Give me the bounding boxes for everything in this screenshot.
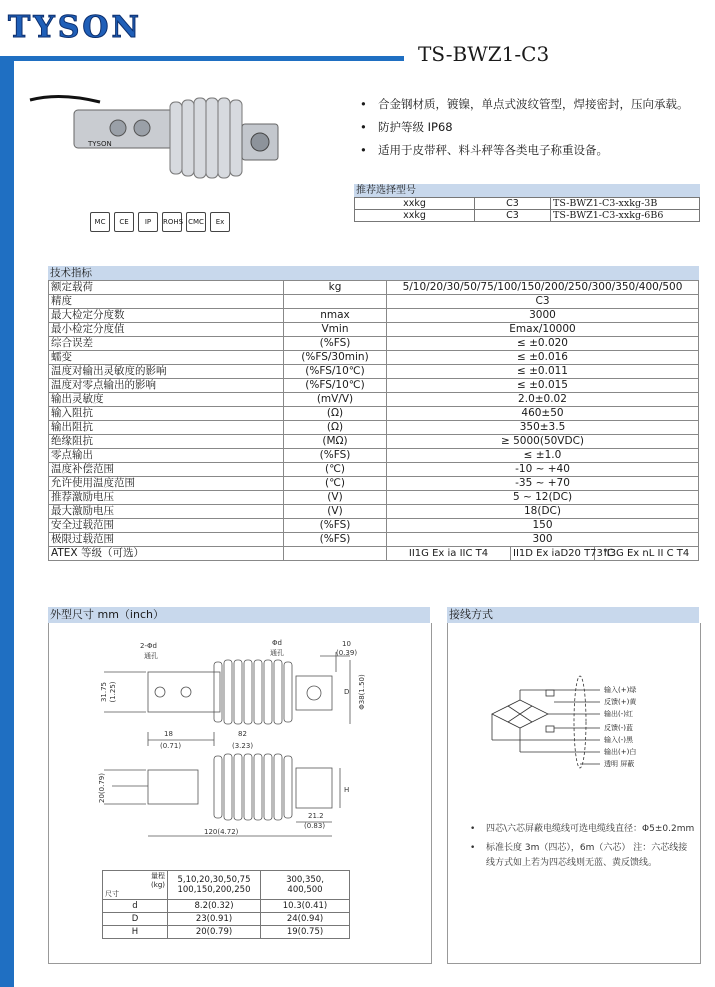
dim-col2b: 400,500 xyxy=(287,885,323,895)
spec-value: ≥ 5000(50VDC) xyxy=(387,435,699,449)
spec-value: 3000 xyxy=(387,309,699,323)
dim-col2: 300,350, xyxy=(286,875,324,885)
wiring-notes xyxy=(470,822,695,875)
spec-unit: (%FS) xyxy=(284,519,387,533)
spec-value: 18(DC) xyxy=(387,505,699,519)
ip-cert-icon: IP xyxy=(138,212,158,232)
atex-value: II3G Ex nL II C T4 xyxy=(595,547,699,561)
spec-value: ≤ ±0.015 xyxy=(387,379,699,393)
spec-value: -10 ~ +40 xyxy=(387,463,699,477)
spec-value: 150 xyxy=(387,519,699,533)
table-cell: H xyxy=(103,926,168,939)
spec-unit: kg xyxy=(284,281,387,295)
spec-value: 2.0±0.02 xyxy=(387,393,699,407)
spec-unit: (%FS) xyxy=(284,337,387,351)
table-cell: 19(0.75) xyxy=(261,926,350,939)
feature-item: • 防护等级 IP68 xyxy=(360,119,689,135)
spec-param: 输入阻抗 xyxy=(49,407,284,421)
note-item: • 标准长度 3m（四芯），6m（六芯） 注：六芯线接线方式如上若为四芯线则无蓝、黄反馈线。 xyxy=(470,841,695,871)
spec-param: 综合误差 xyxy=(49,337,284,351)
dim-31-inch: (1.25) xyxy=(109,681,117,703)
spec-unit: (%FS/10℃) xyxy=(284,379,387,393)
wire-label: 输出(-)红 xyxy=(604,710,633,718)
note-item: • 四芯\六芯屏蔽电缆线可选电缆线直径：Φ5±0.2mm xyxy=(470,822,695,837)
table-row xyxy=(49,435,699,449)
wiring-panel xyxy=(447,623,701,964)
spec-value: 300 xyxy=(387,533,699,547)
table-cell: TS-BWZ1-C3-xxkg-6B6 xyxy=(551,210,700,222)
atex-empty xyxy=(284,547,387,561)
spec-unit: (%FS) xyxy=(284,533,387,547)
dim-82: 82 xyxy=(238,730,247,738)
table-row xyxy=(355,198,700,210)
spec-unit: (%FS/10℃) xyxy=(284,365,387,379)
dim-38: Φ38(1.50) xyxy=(358,674,366,710)
recommended-models xyxy=(354,184,700,222)
spec-value: 350±3.5 xyxy=(387,421,699,435)
spec-unit: (MΩ) xyxy=(284,435,387,449)
wire-label: 反馈(-)蓝 xyxy=(604,724,633,732)
spec-unit: (℃) xyxy=(284,477,387,491)
table-row xyxy=(49,407,699,421)
dim-120: 120(4.72) xyxy=(204,828,239,836)
product-photo xyxy=(30,80,290,200)
spec-value: C3 xyxy=(387,295,699,309)
recommended-table xyxy=(354,197,700,222)
brand-logo: TYSON xyxy=(8,10,142,45)
table-cell: 8.2(0.32) xyxy=(168,900,261,913)
atex-value: II1G Ex ia IIC T4 xyxy=(387,547,511,561)
spec-unit: Vmin xyxy=(284,323,387,337)
table-header xyxy=(261,871,350,900)
dim-hole2-sub: 通孔 xyxy=(270,649,284,657)
model-title: TS-BWZ1-C3 xyxy=(418,42,550,66)
dimensions-title: 外型尺寸 mm（inch） xyxy=(48,607,430,623)
recommended-title: 推荐选择型号 xyxy=(354,184,700,197)
wire-label: 透明 屏蔽 xyxy=(604,760,635,768)
table-row xyxy=(49,281,699,295)
table-cell: TS-BWZ1-C3-xxkg-3B xyxy=(551,198,700,210)
table-cell: D xyxy=(103,913,168,926)
dim-D: D xyxy=(344,688,350,696)
wire-label: 输出(+)白 xyxy=(604,748,637,756)
table-row xyxy=(49,533,699,547)
cmc-cert-icon: CMC xyxy=(186,212,206,232)
table-header xyxy=(168,871,261,900)
table-cell: 10.3(0.41) xyxy=(261,900,350,913)
dim-hole1: 2-Φd xyxy=(140,642,157,650)
table-row xyxy=(103,871,350,900)
table-row xyxy=(49,477,699,491)
wire-label: 输入(+)绿 xyxy=(604,686,637,694)
spec-param: 温度对零点输出的影响 xyxy=(49,379,284,393)
dim-col1: 5,10,20,30,50,75 xyxy=(177,875,251,885)
dim-21: 21.2 xyxy=(308,812,324,820)
table-row xyxy=(49,351,699,365)
spec-unit: (℃) xyxy=(284,463,387,477)
table-row xyxy=(49,379,699,393)
left-accent-bar xyxy=(0,56,14,987)
spec-unit: (V) xyxy=(284,505,387,519)
table-cell: C3 xyxy=(475,198,551,210)
table-row xyxy=(49,491,699,505)
spec-param: 额定载荷 xyxy=(49,281,284,295)
atex-value: II1D Ex iaD20 T73℃ xyxy=(511,547,595,561)
mc-cert-icon: MC xyxy=(90,212,110,232)
table-row xyxy=(49,421,699,435)
atex-row xyxy=(49,547,699,561)
spec-param: 绝缘阻抗 xyxy=(49,435,284,449)
dim-31: 31.75 xyxy=(100,681,108,703)
spec-unit: (V) xyxy=(284,491,387,505)
spec-value: 460±50 xyxy=(387,407,699,421)
spec-param: 温度对输出灵敏度的影响 xyxy=(49,365,284,379)
table-row xyxy=(103,913,350,926)
wiring-title: 接线方式 xyxy=(447,607,699,623)
spec-param: 最小检定分度值 xyxy=(49,323,284,337)
spec-param: 零点输出 xyxy=(49,449,284,463)
spec-unit: (%FS/30min) xyxy=(284,351,387,365)
spec-value: ≤ ±1.0 xyxy=(387,449,699,463)
spec-param: 允许使用温度范围 xyxy=(49,477,284,491)
spec-table xyxy=(48,280,699,561)
spec-section xyxy=(48,266,699,561)
spec-value: ≤ ±0.016 xyxy=(387,351,699,365)
table-row xyxy=(103,900,350,913)
table-row xyxy=(49,323,699,337)
feature-item: • 合金钢材质，镀镍，单点式波纹管型，焊接密封，压向承载。 xyxy=(360,96,689,112)
ex-cert-icon: Ex xyxy=(210,212,230,232)
dim-18-inch: (0.71) xyxy=(160,742,182,750)
table-row xyxy=(103,926,350,939)
spec-value: Emax/10000 xyxy=(387,323,699,337)
table-row xyxy=(49,449,699,463)
dim-10: 10 xyxy=(342,640,351,648)
dim-10-inch: (0.39) xyxy=(336,649,358,657)
dim-18: 18 xyxy=(164,730,173,738)
table-row xyxy=(49,505,699,519)
spec-param: 输出阻抗 xyxy=(49,421,284,435)
certification-icons xyxy=(90,212,230,232)
table-cell: 20(0.79) xyxy=(168,926,261,939)
table-cell: C3 xyxy=(475,210,551,222)
table-row xyxy=(49,519,699,533)
dim-82-inch: (3.23) xyxy=(232,742,254,750)
dim-col1b: 100,150,200,250 xyxy=(177,885,251,895)
table-row xyxy=(355,210,700,222)
feature-item: • 适用于皮带秤、料斗秤等各类电子称重设备。 xyxy=(360,142,689,158)
table-row xyxy=(49,309,699,323)
atex-label: ATEX 等级（可选） xyxy=(49,547,284,561)
dim-hole2: Φd xyxy=(272,639,282,647)
spec-unit: (Ω) xyxy=(284,421,387,435)
spec-param: 精度 xyxy=(49,295,284,309)
spec-unit xyxy=(284,295,387,309)
dim-21-inch: (0.83) xyxy=(304,822,326,830)
feature-list xyxy=(360,96,689,165)
spec-value: ≤ ±0.020 xyxy=(387,337,699,351)
header-rule xyxy=(0,56,404,61)
spec-value: -35 ~ +70 xyxy=(387,477,699,491)
spec-param: 最大检定分度数 xyxy=(49,309,284,323)
spec-unit: nmax xyxy=(284,309,387,323)
table-cell: xxkg xyxy=(355,198,475,210)
dim-H: H xyxy=(344,786,350,794)
dim-header-top: 量程 xyxy=(151,872,165,880)
table-cell: xxkg xyxy=(355,210,475,222)
dim-header-left: 尺寸 xyxy=(105,890,119,898)
table-cell: d xyxy=(103,900,168,913)
spec-param: 温度补偿范围 xyxy=(49,463,284,477)
spec-param: 安全过载范围 xyxy=(49,519,284,533)
spec-param: 蠕变 xyxy=(49,351,284,365)
dim-header-unit: (kg) xyxy=(151,881,165,889)
spec-param: 输出灵敏度 xyxy=(49,393,284,407)
svg-text:TYSON: TYSON xyxy=(88,140,112,148)
spec-unit: (Ω) xyxy=(284,407,387,421)
spec-title: 技术指标 xyxy=(48,266,699,280)
dim-20: 20(0.79) xyxy=(98,773,106,803)
table-row xyxy=(49,295,699,309)
spec-unit: (%FS) xyxy=(284,449,387,463)
table-row xyxy=(49,337,699,351)
spec-value: 5 ~ 12(DC) xyxy=(387,491,699,505)
ce-cert-icon: CE xyxy=(114,212,134,232)
spec-param: 最大激励电压 xyxy=(49,505,284,519)
table-row xyxy=(49,463,699,477)
wire-label: 反馈(+)黄 xyxy=(604,698,637,706)
spec-value: 5/10/20/30/50/75/100/150/200/250/300/350/400/500 xyxy=(387,281,699,295)
dim-hole1-sub: 通孔 xyxy=(144,652,158,660)
spec-param: 极限过载范围 xyxy=(49,533,284,547)
table-cell: 23(0.91) xyxy=(168,913,261,926)
spec-value: ≤ ±0.011 xyxy=(387,365,699,379)
table-row xyxy=(49,393,699,407)
dimension-table xyxy=(102,870,350,939)
rohs-cert-icon: ROHS xyxy=(162,212,182,232)
spec-unit: (mV/V) xyxy=(284,393,387,407)
dim-table-corner xyxy=(103,871,168,900)
wire-label: 输入(-)黑 xyxy=(604,736,633,744)
table-row xyxy=(49,365,699,379)
table-cell: 24(0.94) xyxy=(261,913,350,926)
spec-param: 推荐激励电压 xyxy=(49,491,284,505)
